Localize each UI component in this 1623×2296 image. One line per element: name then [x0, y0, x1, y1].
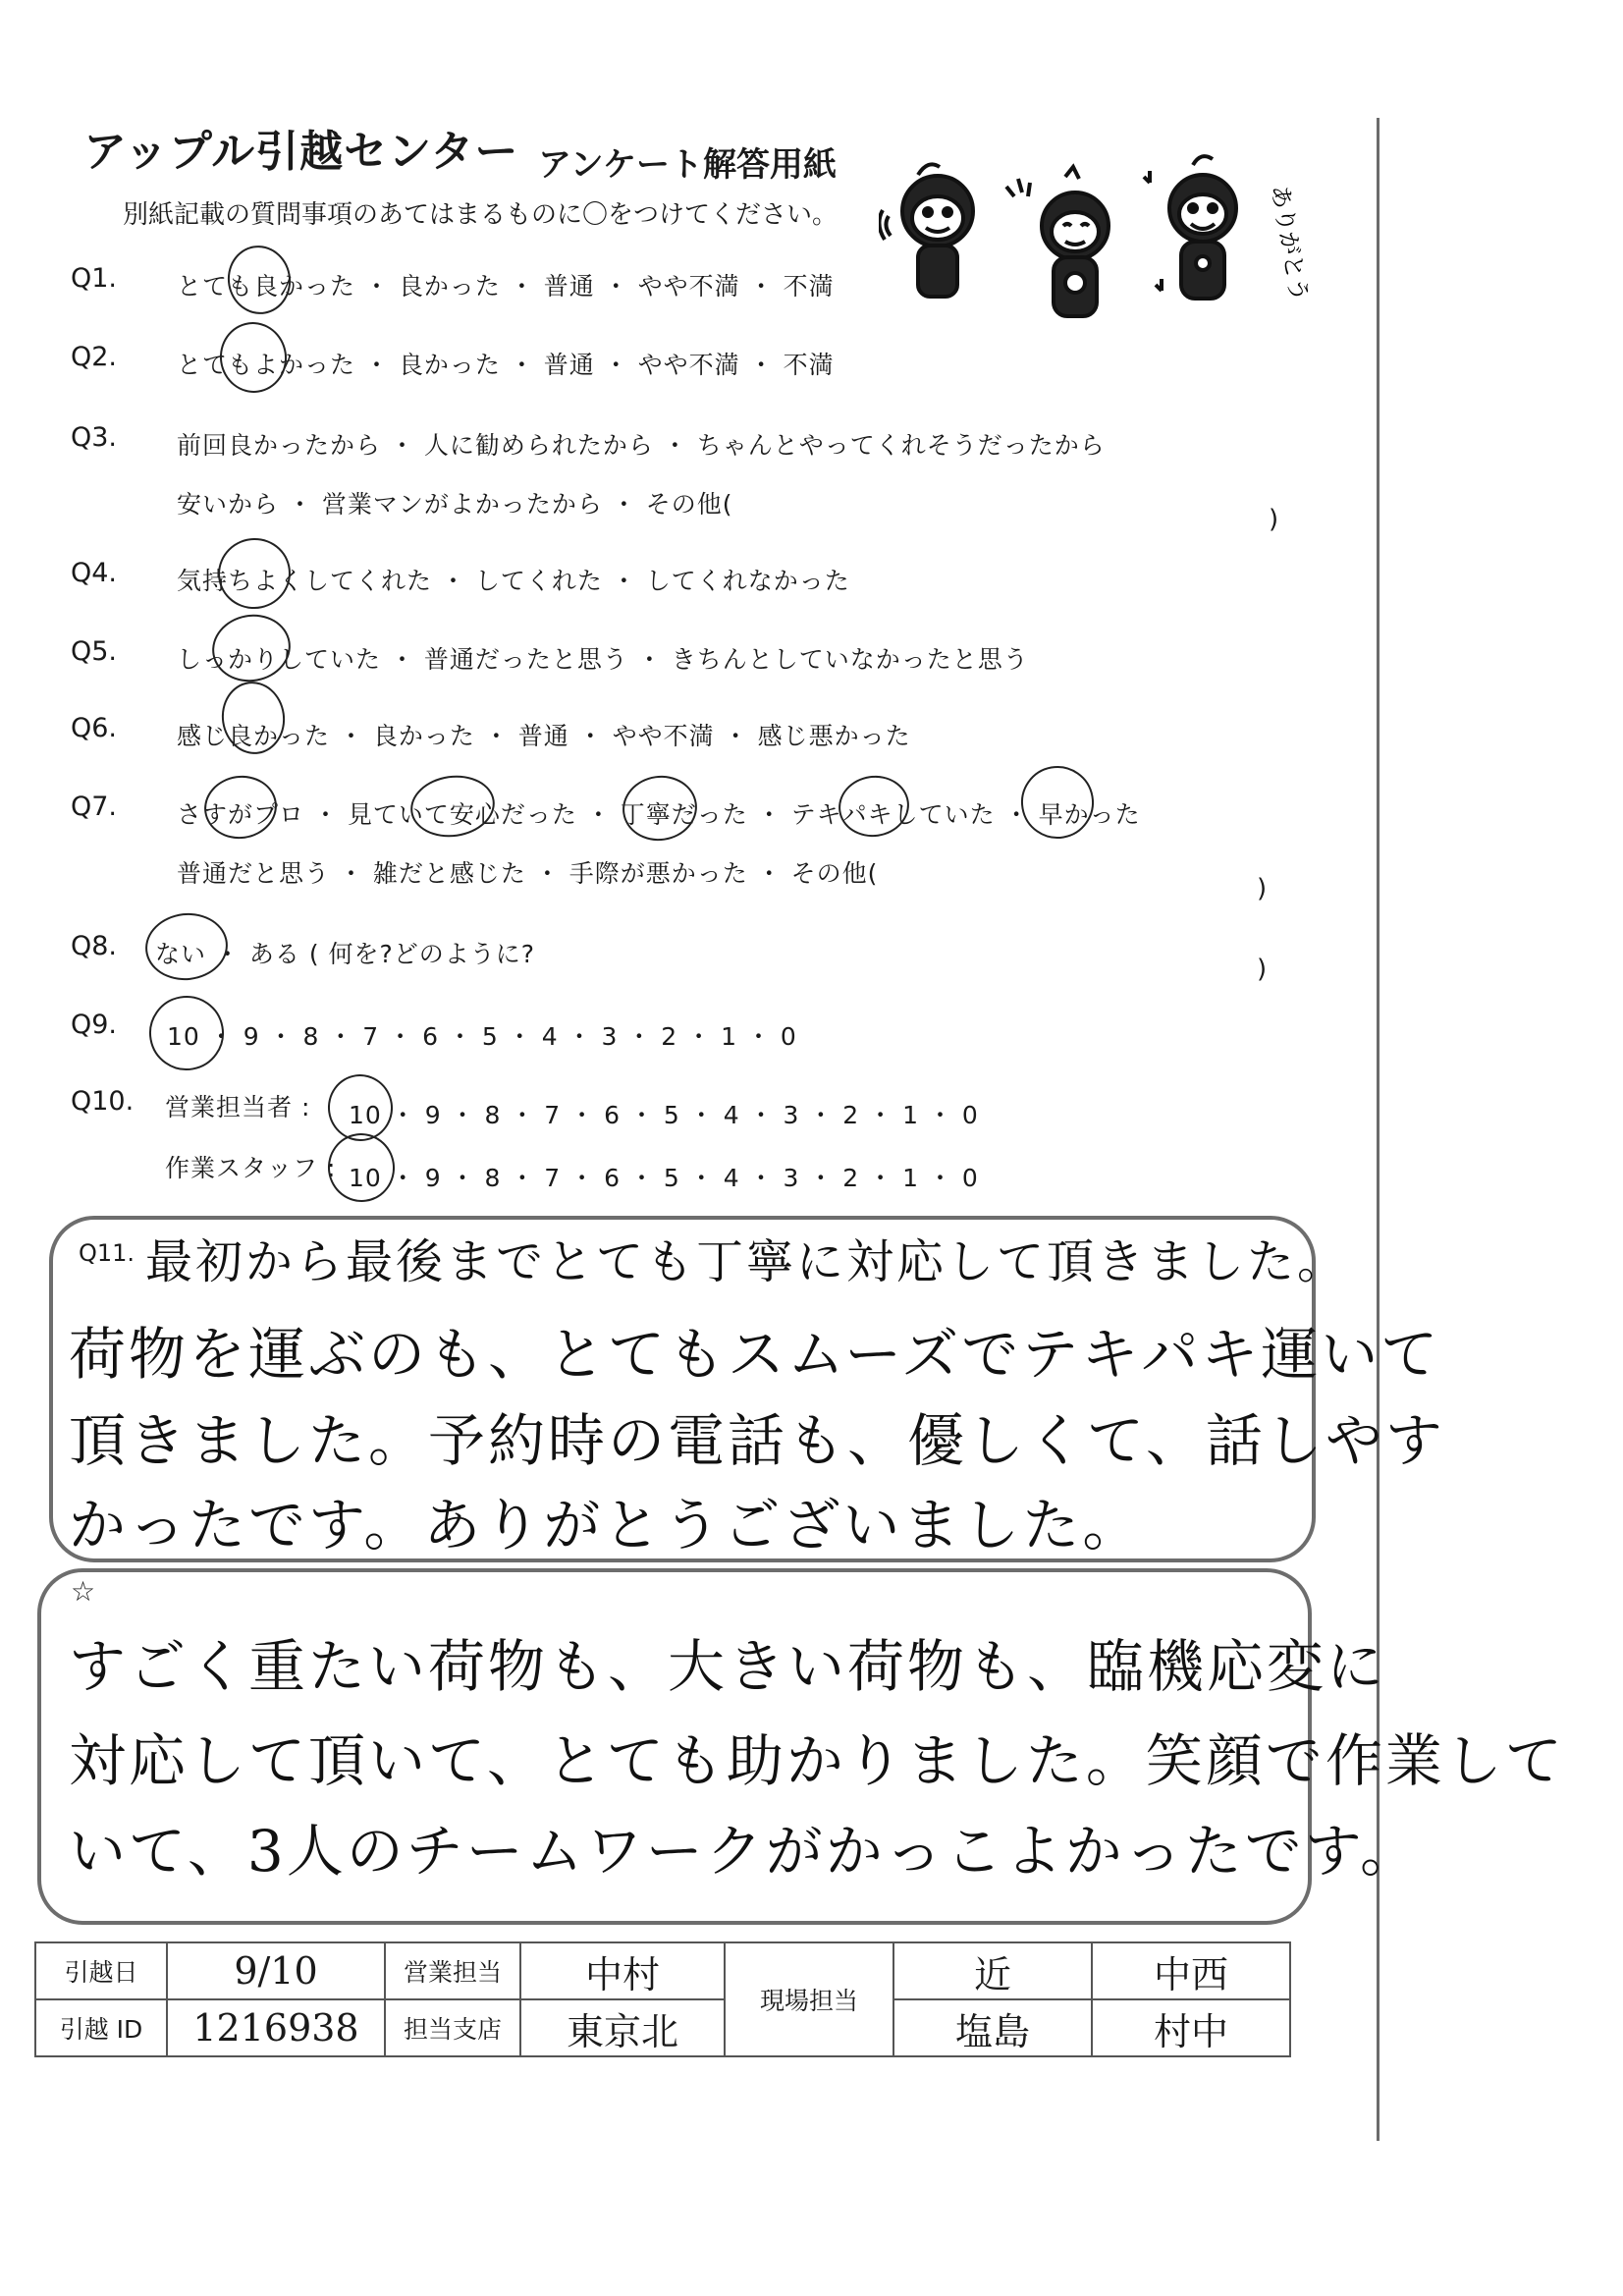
branch-label: 担当支店 — [385, 1999, 520, 2056]
site-rep-3[interactable]: 塩島 — [893, 1999, 1092, 2056]
q10-label: Q10. — [71, 1086, 135, 1117]
q10-sales-label: 営業担当者 : — [165, 1093, 311, 1121]
q3-options-line2[interactable]: 安いから ・ 営業マンがよかったから ・ その他( — [177, 490, 733, 519]
move-info-table — [34, 1941, 1291, 2057]
site-rep-label: 現場担当 — [725, 1942, 893, 2056]
q9-label: Q9. — [71, 1010, 118, 1040]
brand-title: アップル引越センター — [83, 127, 519, 177]
q8-answer-circle — [142, 909, 232, 984]
move-id-value[interactable]: 1216938 — [167, 1999, 385, 2056]
form-subtitle: アンケート解答用紙 — [538, 145, 837, 185]
move-id-label: 引越 ID — [35, 1999, 167, 2056]
site-rep-1[interactable]: 近 — [893, 1942, 1092, 1999]
q4-options[interactable]: 気持ちよくしてくれた ・ してくれた ・ してくれなかった — [177, 567, 850, 595]
q10-staff-scale[interactable]: 10 ・ 9 ・ 8 ・ 7 ・ 6 ・ 5 ・ 4 ・ 3 ・ 2 ・ 1 ・ 0 — [349, 1164, 979, 1192]
site-rep-2[interactable]: 中西 — [1092, 1942, 1290, 1999]
sales-rep-value[interactable]: 中村 — [520, 1942, 725, 1999]
star-comment-line-3: いて、3人のチームワークがかっこよかったです。 — [69, 1818, 1421, 1885]
q7-answer-circle-1 — [200, 771, 281, 844]
mascot-caption: ありがとう — [1266, 183, 1314, 304]
q9-scale[interactable]: 10 ・ 9 ・ 8 ・ 7 ・ 6 ・ 5 ・ 4 ・ 3 ・ 2 ・ 1 ・ 0 — [167, 1022, 797, 1051]
q3-label: Q3. — [71, 422, 118, 453]
move-date-label: 引越日 — [35, 1942, 167, 1999]
q7-label: Q7. — [71, 792, 118, 822]
q8-options[interactable]: ない ・ ある ( 何を?どのように? — [155, 940, 536, 968]
q1-label: Q1. — [71, 263, 118, 294]
q2-answer-circle — [215, 318, 291, 398]
mascot-monkeys-illustration — [879, 147, 1330, 334]
q11-line-4: かったです。ありがとうございました。 — [69, 1492, 1143, 1558]
q7-answer-circle-5 — [1015, 760, 1100, 845]
q1-options[interactable]: とても良かった ・ 良かった ・ 普通 ・ やや不満 ・ 不満 — [177, 272, 835, 301]
q7-options-line1[interactable]: さすがプロ ・ 見ていて安心だった ・ 丁寧だった ・ テキパキしていた ・ 早かった — [177, 800, 1141, 829]
q10-sales-scale[interactable]: 10 ・ 9 ・ 8 ・ 7 ・ 6 ・ 5 ・ 4 ・ 3 ・ 2 ・ 1 ・ 0 — [349, 1101, 979, 1129]
q11-line-3: 頂きました。予約時の電話も、優しくて、話しやす — [69, 1407, 1445, 1474]
q4-label: Q4. — [71, 558, 118, 588]
instruction-text: 別紙記載の質問事項のあてはまるものに〇をつけてください。 — [123, 200, 839, 230]
q2-options[interactable]: とてもよかった ・ 良かった ・ 普通 ・ やや不満 ・ 不満 — [177, 351, 835, 379]
q10-staff-answer-circle — [323, 1129, 399, 1207]
q3-options-line1[interactable]: 前回良かったから ・ 人に勧められたから ・ ちゃんとやってくれそうだったから — [177, 431, 1106, 460]
sales-rep-label: 営業担当 — [385, 1942, 520, 1999]
monkey-right — [1144, 156, 1236, 299]
q5-label: Q5. — [71, 636, 118, 667]
q9-answer-circle — [143, 990, 230, 1076]
site-rep-4[interactable]: 村中 — [1092, 1999, 1290, 2056]
q5-options[interactable]: しっかりしていた ・ 普通だったと思う ・ きちんとしていなかったと思う — [177, 645, 1029, 674]
q6-label: Q6. — [71, 713, 118, 743]
q10-staff-label: 作業スタッフ : — [165, 1154, 337, 1182]
q3-close-paren: ) — [1269, 505, 1279, 534]
q7-answer-circle-3 — [619, 771, 701, 846]
monkey-middle — [1006, 167, 1109, 316]
star-comment-line-2: 対応して頂いて、とても助かりました。笑顔で作業して — [69, 1727, 1565, 1794]
q8-close-paren: ) — [1257, 955, 1268, 984]
monkey-left — [879, 164, 973, 297]
q1-answer-circle — [222, 241, 296, 319]
q2-label: Q2. — [71, 342, 118, 372]
q7-options-line2[interactable]: 普通だと思う ・ 雑だと感じた ・ 手際が悪かった ・ その他( — [177, 859, 879, 888]
q11-label: Q11. — [79, 1239, 135, 1267]
q6-options[interactable]: 感じ良かった ・ 良かった ・ 普通 ・ やや不満 ・ 感じ悪かった — [177, 722, 911, 750]
move-date-value[interactable]: 9/10 — [167, 1942, 385, 1999]
q7-answer-circle-2 — [406, 770, 499, 842]
star-icon: ☆ — [71, 1575, 96, 1608]
q11-line-2: 荷物を運ぶのも、とてもスムーズでテキパキ運いて — [69, 1321, 1441, 1388]
q7-close-paren: ) — [1257, 874, 1268, 903]
q11-line-1: 最初から最後までとても丁寧に対応して頂きました。 — [145, 1234, 1348, 1289]
star-comment-line-1: すごく重たい荷物も、大きい荷物も、臨機応変に — [69, 1633, 1387, 1700]
branch-value[interactable]: 東京北 — [520, 1999, 725, 2056]
q8-label: Q8. — [71, 931, 118, 961]
q4-answer-circle — [211, 531, 297, 616]
q5-answer-circle — [207, 609, 297, 688]
